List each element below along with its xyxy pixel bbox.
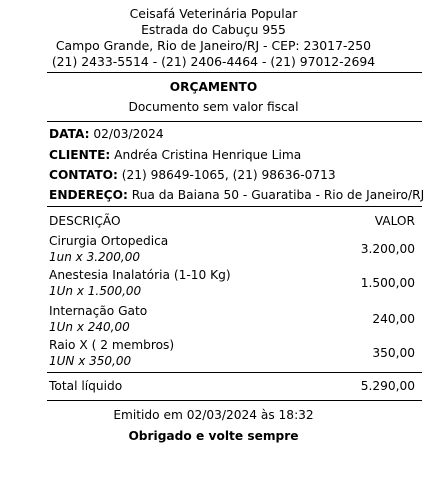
divider-total xyxy=(47,372,422,373)
thank-you-message: Obrigado e volte sempre xyxy=(128,429,299,443)
document-subtitle: Documento sem valor fiscal xyxy=(128,100,299,114)
item-name: Cirurgia Ortopedica xyxy=(49,234,169,248)
total-value: 5.290,00 xyxy=(360,379,415,393)
item-quantity: 1Un x 1.500,00 xyxy=(49,284,142,298)
item-name: Raio X ( 2 membros) xyxy=(49,338,175,352)
address-label: ENDEREÇO: xyxy=(49,188,128,202)
date-value: 02/03/2024 xyxy=(89,127,164,141)
divider-bottom xyxy=(47,400,422,401)
store-header xyxy=(0,0,427,70)
info-address xyxy=(49,188,424,202)
item-value: 240,00 xyxy=(372,312,415,326)
store-phones: (21) 2433-5514 - (21) 2406-4464 - (21) 97012-2694 xyxy=(51,54,376,69)
info-contact xyxy=(49,168,336,182)
item-quantity: 1Un x 240,00 xyxy=(49,320,130,334)
contact-label: CONTATO: xyxy=(49,168,118,182)
total-label: Total líquido xyxy=(49,379,123,393)
item-value: 350,00 xyxy=(372,346,415,360)
divider-top xyxy=(47,72,422,73)
column-header-description: DESCRIÇÃO xyxy=(49,214,121,228)
store-street: Estrada do Cabuçu 955 xyxy=(141,22,286,37)
document-title: ORÇAMENTO xyxy=(169,80,258,94)
client-label: CLIENTE: xyxy=(49,148,111,162)
date-label: DATA: xyxy=(49,127,90,141)
item-name: Internação Gato xyxy=(49,304,148,318)
item-quantity: 1UN x 350,00 xyxy=(49,354,132,368)
info-client xyxy=(49,148,301,162)
store-city: Campo Grande, Rio de Janeiro/RJ - CEP: 23017-250 xyxy=(55,38,372,53)
emitted-timestamp: Emitido em 02/03/2024 às 18:32 xyxy=(113,408,314,422)
info-date xyxy=(49,127,164,141)
address-value: Rua da Baiana 50 - Guaratiba - Rio de Janeiro/RJ xyxy=(127,188,425,202)
item-value: 3.200,00 xyxy=(360,242,415,256)
store-name: Ceisafá Veterinária Popular xyxy=(129,6,298,21)
contact-value: (21) 98649-1065, (21) 98636-0713 xyxy=(117,168,336,182)
column-header-value: VALOR xyxy=(374,214,415,228)
item-name: Anestesia Inalatória (1-10 Kg) xyxy=(49,268,231,282)
divider-info-top xyxy=(47,121,422,122)
client-value: Andréa Cristina Henrique Lima xyxy=(110,148,302,162)
item-quantity: 1un x 3.200,00 xyxy=(49,250,141,264)
item-value: 1.500,00 xyxy=(360,276,415,290)
divider-info-bottom xyxy=(47,206,422,207)
